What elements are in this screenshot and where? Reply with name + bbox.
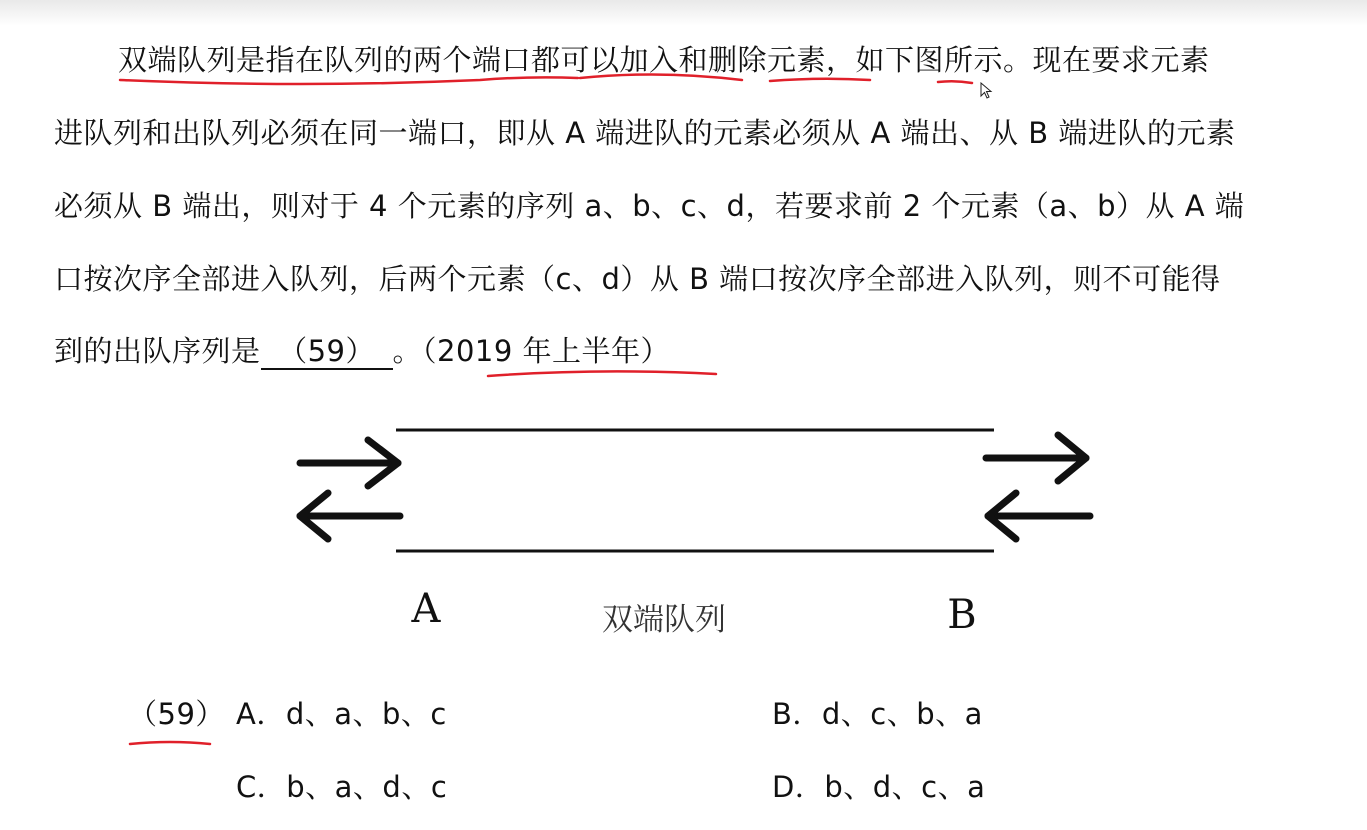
question-line-3: 必须从 B 端出，则对于 4 个元素的序列 a、b、c、d，若要求前 2 个元素（a、b）从 A 端 <box>54 189 1245 223</box>
question-line-5 <box>54 331 670 371</box>
port-b-label: B <box>947 592 977 638</box>
question-line-4: 口按次序全部进入队列，后两个元素（c、d）从 B 端口按次序全部进入队列，则不可能得 <box>54 262 1221 296</box>
question-line-2: 进队列和出队列必须在同一端口，即从 A 端进队的元素必须从 A 端出、从 B 端进队的元素 <box>54 116 1236 150</box>
left-arrows-icon <box>300 440 400 539</box>
window-top-strip <box>0 0 1367 26</box>
mouse-cursor-icon <box>980 82 994 100</box>
port-a-label: A <box>411 586 441 632</box>
underline-figure <box>938 81 972 83</box>
option-a[interactable]: A．d、a、b、c <box>236 697 447 731</box>
option-d[interactable]: D．b、d、c、a <box>772 770 986 804</box>
right-arrows-icon <box>986 435 1090 539</box>
question-line-1: 双端队列是指在队列的两个端口都可以加入和删除元素，如下图所示。现在要求元素 <box>118 43 1210 77</box>
question-line-5-prefix: 到的出队序列是 <box>54 334 261 368</box>
deque-caption: 双端队列 <box>602 602 726 638</box>
option-c[interactable]: C．b、a、d、c <box>236 770 448 804</box>
deque-diagram <box>280 410 1100 650</box>
underline-question-number <box>130 742 210 744</box>
answer-blank: （59） <box>261 334 393 370</box>
underline-year <box>488 371 716 376</box>
question-source: 。（2019 年上半年） <box>392 334 671 368</box>
question-number: （59） <box>128 697 225 731</box>
option-b[interactable]: B．d、c、b、a <box>772 697 983 731</box>
